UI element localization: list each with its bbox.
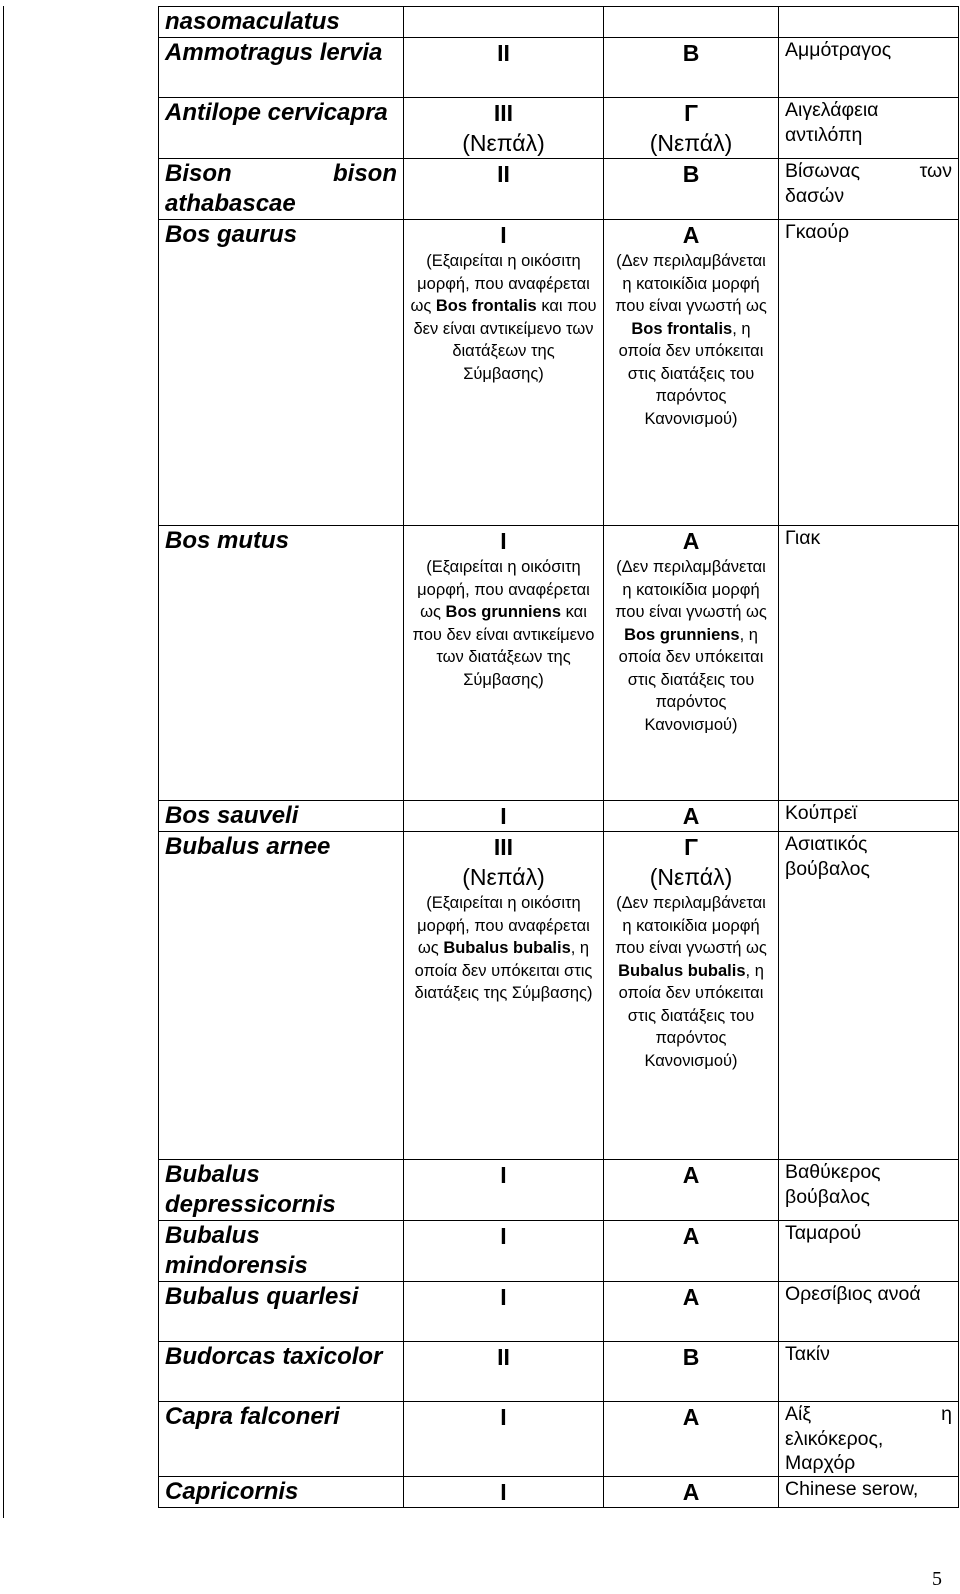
common-name xyxy=(785,159,952,184)
species-name: Bubalus depressicornis xyxy=(165,1161,336,1218)
table-row xyxy=(159,1402,959,1477)
cites-appendix-cell xyxy=(404,7,604,38)
species-name: Bos sauveli xyxy=(165,802,299,829)
cites-exclusion-note: (Εξαιρείται η οικόσιτη μορφή, που αναφέρεται ως Bubalus bubalis, η οποία δεν υπόκειται στις διατάξεις της Σύμβασης) xyxy=(414,894,593,1002)
cites-appendix: I xyxy=(500,1404,507,1430)
species-table xyxy=(158,6,959,1508)
cites-appendix: II xyxy=(497,40,510,66)
regulation-annex: Γ xyxy=(684,834,698,860)
regulation-annex-cell xyxy=(604,7,779,38)
page-number: 5 xyxy=(932,1568,942,1590)
cites-appendix-country: (Νεπάλ) xyxy=(462,130,545,156)
regulation-annex: Γ xyxy=(684,100,698,126)
cites-exclusion-note: (Εξαιρείται η οικόσιτη μορφή, που αναφέρεται ως Bos frontalis και που δεν είναι αντικείμενο των διατάξεων της Σύμβασης) xyxy=(410,252,597,383)
cites-appendix: I xyxy=(500,1162,507,1188)
common-name: Γιακ xyxy=(785,527,821,549)
table-row xyxy=(159,1342,959,1402)
cites-exclusion-note: (Εξαιρείται η οικόσιτη μορφή, που αναφέρεται ως Bos grunniens και που δεν είναι αντικείμενο των διατάξεων της Σύμβασης) xyxy=(412,558,595,689)
common-name: Chinese serow, xyxy=(785,1478,919,1500)
table-row xyxy=(159,1477,959,1508)
species-name: Antilope cervicapra xyxy=(165,99,388,126)
table-row xyxy=(159,1221,959,1282)
regulation-annex: A xyxy=(682,528,700,554)
regulation-annex: A xyxy=(682,1223,700,1249)
species-name: Bos mutus xyxy=(165,527,290,554)
table-row xyxy=(159,7,959,38)
common-name: Κούπρεϊ xyxy=(785,802,857,824)
table-row xyxy=(159,801,959,832)
species-name: Ammotragus lervia xyxy=(165,39,383,66)
common-name: Αμμότραγος xyxy=(785,39,892,61)
cites-appendix: III xyxy=(493,100,514,126)
cites-appendix: III xyxy=(493,834,514,860)
common-name-part: Αίξ xyxy=(785,1403,812,1425)
regulation-annex: B xyxy=(682,1344,700,1370)
regulation-annex: A xyxy=(682,1404,700,1430)
cites-appendix: I xyxy=(500,803,507,829)
species-name: Bison bison athabascae xyxy=(165,160,397,217)
cites-appendix: II xyxy=(497,1344,510,1370)
regulation-annex: A xyxy=(682,803,700,829)
cites-appendix: I xyxy=(500,1284,507,1310)
common-name-part: δασών xyxy=(785,184,845,207)
common-name: Αιγελάφεια αντιλόπη xyxy=(785,99,879,146)
regulation-annex: B xyxy=(682,161,700,187)
species-name: Capricornis xyxy=(165,1478,299,1505)
cites-appendix: I xyxy=(500,222,507,248)
table-row xyxy=(159,1282,959,1342)
regulation-exclusion-note: (Δεν περιλαμβάνεται η κατοικίδια μορφή που είναι γνωστή ως Bos frontalis, η οποία δεν υπόκειται στις διατάξεις του παρόντος Κανονισμού) xyxy=(615,252,767,428)
table-row xyxy=(159,220,959,526)
regulation-annex: A xyxy=(682,1162,700,1188)
regulation-exclusion-note: (Δεν περιλαμβάνεται η κατοικίδια μορφή που είναι γνωστή ως Bubalus bubalis, η οποία δεν υπόκειται στις διατάξεις του παρόντος Κανονισμού) xyxy=(615,894,767,1070)
cites-appendix: I xyxy=(500,528,507,554)
common-name: Ασιατικός βούβαλος xyxy=(785,833,870,880)
regulation-annex-country: (Νεπάλ) xyxy=(649,864,733,890)
common-name-cell xyxy=(779,7,959,38)
regulation-annex-country: (Νεπάλ) xyxy=(649,130,733,156)
cites-appendix-country: (Νεπάλ) xyxy=(462,864,545,890)
species-name: Bubalus arnee xyxy=(165,833,331,860)
cites-appendix: I xyxy=(500,1223,507,1249)
table-row xyxy=(159,38,959,98)
common-name: Ταμαρού xyxy=(785,1222,862,1244)
page-left-rule xyxy=(3,6,4,1518)
common-name: Βαθύκερος βούβαλος xyxy=(785,1161,881,1208)
common-name xyxy=(785,1402,952,1427)
regulation-annex: A xyxy=(682,222,700,248)
species-name: Capra falconeri xyxy=(165,1403,340,1430)
common-name: Γκαούρ xyxy=(785,221,850,243)
species-name-cell xyxy=(159,7,404,38)
regulation-annex: A xyxy=(682,1284,700,1310)
table-row xyxy=(159,526,959,801)
species-name: Bubalus mindorensis xyxy=(165,1222,308,1279)
regulation-annex: A xyxy=(682,1479,700,1505)
common-name-part: Βίσωνας xyxy=(785,160,861,182)
cites-appendix: II xyxy=(497,161,510,187)
species-name: Bubalus quarlesi xyxy=(165,1283,359,1310)
table-row xyxy=(159,159,959,220)
table-row xyxy=(159,98,959,159)
common-name: Τακίν xyxy=(785,1343,830,1365)
table-row xyxy=(159,832,959,1160)
cites-appendix: I xyxy=(500,1479,507,1505)
regulation-exclusion-note: (Δεν περιλαμβάνεται η κατοικίδια μορφή που είναι γνωστή ως Bos grunniens, η οποία δεν υπόκειται στις διατάξεις του παρόντος Κανονισμού) xyxy=(615,558,767,734)
common-name: Ορεσίβιος ανοά xyxy=(785,1283,921,1305)
common-name-part: η xyxy=(941,1403,952,1425)
species-name: Bos gaurus xyxy=(165,221,298,248)
species-name: Budorcas taxicolor xyxy=(165,1343,383,1370)
species-name: nasomaculatus xyxy=(165,8,340,35)
regulation-annex: B xyxy=(682,40,700,66)
common-name-part: ελικόκερος, Μαρχόρ xyxy=(785,1427,884,1474)
table-row xyxy=(159,1160,959,1221)
common-name-part: των xyxy=(919,160,952,182)
